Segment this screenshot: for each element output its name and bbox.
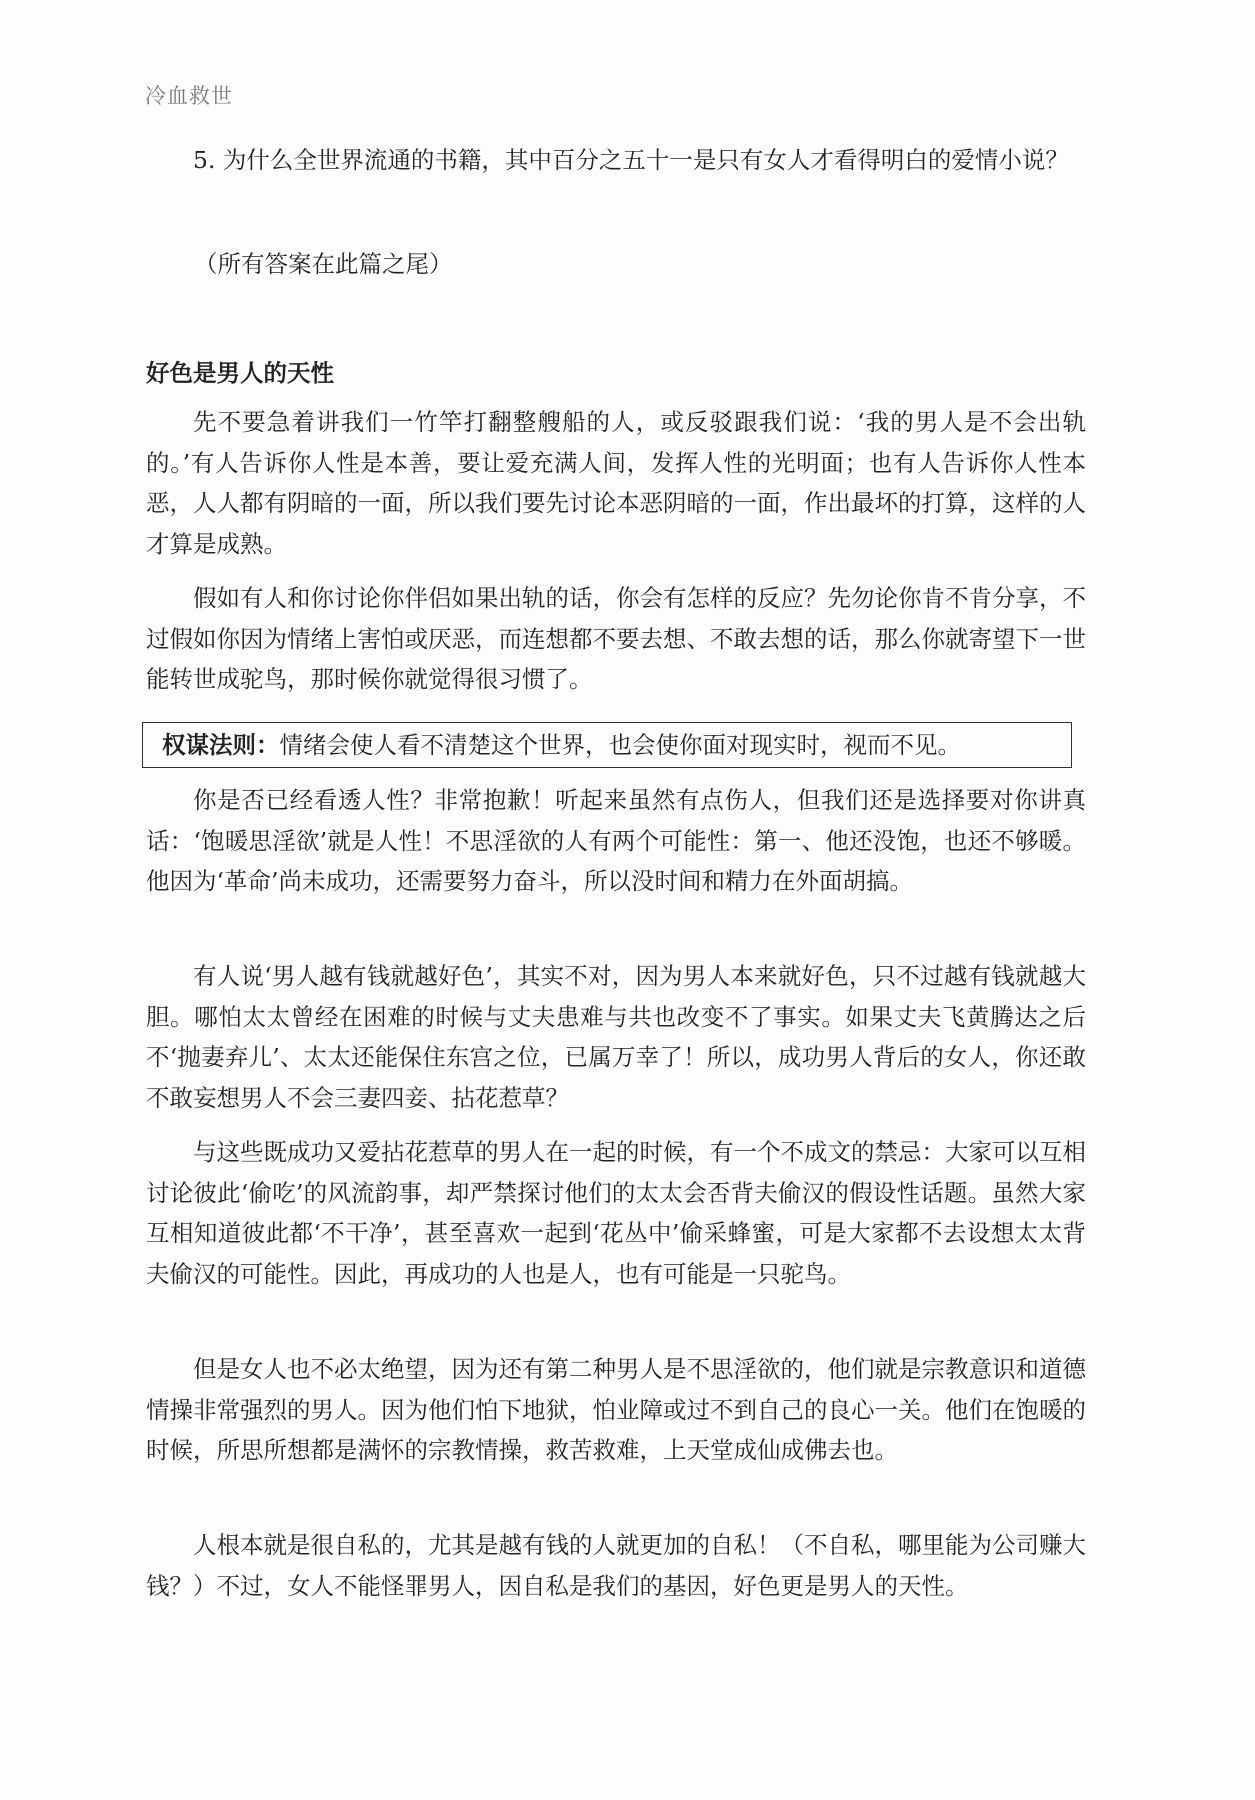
paragraph-2: 假如有人和你讨论你伴侣如果出轨的话，你会有怎样的反应？先勿论你肯不肯分享，不过假如你因为情绪上害怕或厌恶，而连想都不要去想、不敢去想的话，那么你就寄望下一世能转世成驼鸟，那时候你就觉得很习惯了。 (146, 584, 1086, 693)
paragraph-4: 有人说‘男人越有钱就越好色’，其实不对，因为男人本来就好色，只不过越有钱就越大胆。哪怕太太曾经在困难的时候与丈夫患难与共也改变不了事实。如果丈夫飞黄腾达之后不‘抛妻弃儿’、太太还能保住东宫之位，已属万幸了！所以，成功男人背后的女人，你还敢不敢妄想男人不会三妻四妾、拈花惹草？ (146, 962, 1086, 1112)
paragraph-5: 与这些既成功又爱拈花惹草的男人在一起的时候，有一个不成文的禁忌：大家可以互相讨论彼此‘偷吃’的风流韵事，却严禁探讨他们的太太会否背夫偷汉的假设性话题。虽然大家互相知道彼此都‘不干净’，甚至喜欢一起到‘花丛中’偷采蜂蜜，可是大家都不去设想太太背夫偷汉的可能性。因此，再成功的人也是人，也有可能是一只驼鸟。 (146, 1138, 1086, 1288)
rule-content: 情绪会使人看不清楚这个世界，也会使你面对现实时，视而不见。 (279, 731, 961, 759)
rule-text (162, 725, 961, 765)
running-header: 冷血救世 (145, 84, 233, 108)
paragraph-6: 但是女人也不必太绝望，因为还有第二种男人是不思淫欲的，他们就是宗教意识和道德情操非常强烈的男人。因为他们怕下地狱，怕业障或过不到自己的良心一关。他们在饱暖的时候，所思所想都是满怀的宗教情操，救苦救难，上天堂成仙成佛去也。 (146, 1355, 1086, 1464)
answers-note: （所有答案在此篇之尾） (194, 250, 453, 278)
paragraph-1: 先不要急着讲我们一竹竿打翻整艘船的人，或反驳跟我们说：‘我的男人是不会出轨的。’有人告诉你人性是本善，要让爱充满人间，发挥人性的光明面；也有人告诉你人性本恶，人人都有阴暗的一面，所以我们要先讨论本恶阴暗的一面，作出最坏的打算，这样的人才算是成熟。 (146, 408, 1086, 558)
question-5: 5. 为什么全世界流通的书籍，其中百分之五十一是只有女人才看得明白的爱情小说？ (193, 146, 1069, 174)
paragraph-7: 人根本就是很自私的，尤其是越有钱的人就更加的自私！（不自私，哪里能为公司赚大钱？）不过，女人不能怪罪男人，因自私是我们的基因，好色更是男人的天性。 (146, 1531, 1086, 1600)
paragraph-3: 你是否已经看透人性？非常抱歉！听起来虽然有点伤人，但我们还是选择要对你讲真话：‘饱暖思淫欲’就是人性！不思淫欲的人有两个可能性：第一、他还没饱，也还不够暖。他因为‘革命’尚未成功，还需要努力奋斗，所以没时间和精力在外面胡搞。 (146, 786, 1086, 895)
rule-box (142, 722, 1072, 768)
rule-label: 权谋法则： (162, 731, 280, 759)
section-title: 好色是男人的天性 (146, 359, 334, 387)
